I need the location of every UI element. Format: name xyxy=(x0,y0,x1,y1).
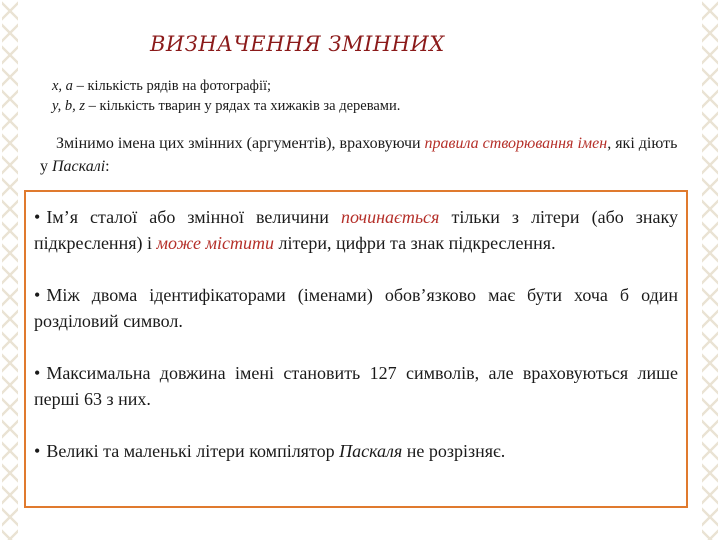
rule-italic: Паскаля xyxy=(339,441,403,461)
decorative-border-left xyxy=(2,0,18,540)
intro-text: Змінимо імена цих змінних (аргументів), враховуючи xyxy=(56,135,425,152)
definition-line xyxy=(52,76,400,96)
definition-vars: y, b, z xyxy=(52,98,86,114)
rule-text: літери, цифри та знак підкреслення. xyxy=(274,233,556,253)
rule-highlight: може містити xyxy=(156,233,274,253)
definition-vars: x, a xyxy=(52,78,73,94)
bullet-icon: • xyxy=(34,285,41,305)
rule-text: не розрізняє. xyxy=(402,441,506,461)
definition-text: – кількість тварин у рядах та хижаків за деревами. xyxy=(85,98,401,114)
definition-line xyxy=(52,96,400,116)
rule-text: Великі та маленькі літери компілятор xyxy=(46,441,340,461)
intro-text: : xyxy=(105,158,110,175)
definition-text: – кількість рядів на фотографії; xyxy=(72,78,272,94)
rule-item xyxy=(34,438,678,464)
intro-paragraph xyxy=(40,132,680,178)
intro-italic: Паскалі xyxy=(52,158,106,175)
rule-text: Між двома ідентифікаторами (іменами) обов’язково має бути хоча б один розділовий символ. xyxy=(34,285,678,331)
intro-text: , які діють у xyxy=(40,135,678,175)
variable-definitions xyxy=(52,76,400,116)
intro-highlight: правила створювання імен xyxy=(424,135,608,152)
rule-highlight: починається xyxy=(340,207,440,227)
rule-text: тільки з літери (або знаку підкреслення) і xyxy=(34,207,678,253)
rules-box xyxy=(24,190,688,508)
rule-item xyxy=(34,360,678,412)
slide-title: ВИЗНАЧЕННЯ ЗМІННИХ xyxy=(150,32,445,56)
rule-item xyxy=(34,282,678,334)
bullet-icon: • xyxy=(34,207,41,227)
rule-text: Ім’я сталої або змінної величини xyxy=(46,207,341,227)
bullet-icon: • xyxy=(34,363,41,383)
rule-text: Максимальна довжина імені становить 127 символів, але враховуються лише перші 63 з них. xyxy=(34,363,678,409)
bullet-icon: • xyxy=(34,441,41,461)
decorative-border-right xyxy=(702,0,718,540)
rule-item xyxy=(34,204,678,256)
